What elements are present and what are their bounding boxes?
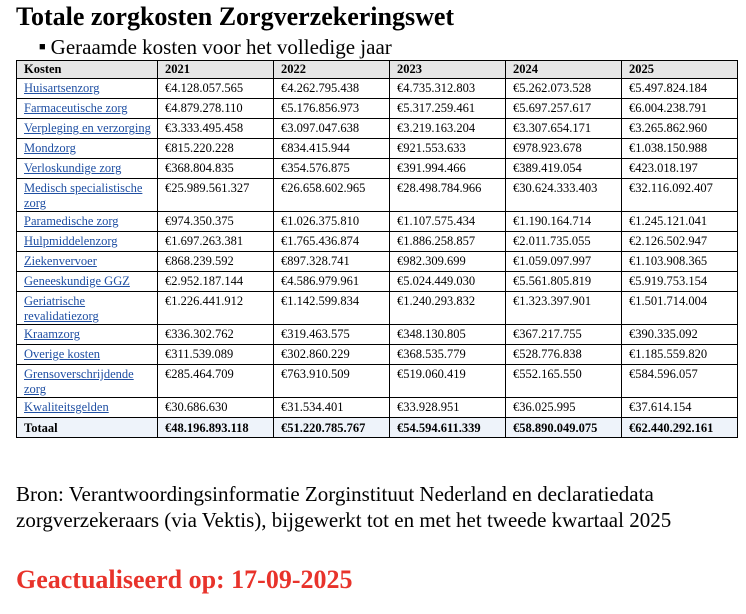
value-cell: €33.928.951: [390, 398, 506, 418]
table-row: [17, 398, 738, 418]
value-cell: €368.804.835: [158, 159, 274, 179]
value-cell: €3.307.654.171: [506, 119, 622, 139]
page-title: Totale zorgkosten Zorgverzekeringswet: [16, 2, 455, 31]
category-link[interactable]: Ziekenvervoer: [24, 254, 97, 268]
value-cell: €3.097.047.638: [274, 119, 390, 139]
category-cell: [17, 139, 158, 159]
table-row: [17, 212, 738, 232]
value-cell: €834.415.944: [274, 139, 390, 159]
column-header: 2025: [622, 61, 738, 79]
value-cell: €319.463.575: [274, 325, 390, 345]
table-row: [17, 232, 738, 252]
value-cell: €390.335.092: [622, 325, 738, 345]
value-cell: €982.309.699: [390, 252, 506, 272]
table-row: [17, 159, 738, 179]
column-header: 2024: [506, 61, 622, 79]
total-value-cell: €58.890.049.075: [506, 418, 622, 438]
value-cell: €311.539.089: [158, 345, 274, 365]
value-cell: €1.185.559.820: [622, 345, 738, 365]
updated-date: Geactualiseerd op: 17-09-2025: [16, 565, 353, 594]
table-row: [17, 292, 738, 325]
value-cell: €921.553.633: [390, 139, 506, 159]
category-cell: [17, 345, 158, 365]
category-link[interactable]: Geriatrische revalidatiezorg: [24, 294, 99, 323]
table-row: [17, 252, 738, 272]
value-cell: €36.025.995: [506, 398, 622, 418]
table-row: [17, 325, 738, 345]
category-link[interactable]: Verloskundige zorg: [24, 161, 122, 175]
value-cell: €5.697.257.617: [506, 99, 622, 119]
category-link[interactable]: Verpleging en verzorging: [24, 121, 151, 135]
category-link[interactable]: Huisartsenzorg: [24, 81, 100, 95]
value-cell: €2.126.502.947: [622, 232, 738, 252]
value-cell: €4.879.278.110: [158, 99, 274, 119]
value-cell: €1.240.293.832: [390, 292, 506, 325]
category-cell: [17, 325, 158, 345]
table-row: [17, 179, 738, 212]
value-cell: €1.226.441.912: [158, 292, 274, 325]
category-link[interactable]: Grensoverschrijdende zorg: [24, 367, 134, 396]
table-row: [17, 345, 738, 365]
value-cell: €2.952.187.144: [158, 272, 274, 292]
category-cell: [17, 159, 158, 179]
column-header: Kosten: [17, 61, 158, 79]
value-cell: €3.219.163.204: [390, 119, 506, 139]
value-cell: €1.765.436.874: [274, 232, 390, 252]
value-cell: €30.686.630: [158, 398, 274, 418]
value-cell: €1.107.575.434: [390, 212, 506, 232]
value-cell: €25.989.561.327: [158, 179, 274, 212]
category-link[interactable]: Paramedische zorg: [24, 214, 119, 228]
total-value-cell: €48.196.893.118: [158, 418, 274, 438]
value-cell: €3.265.862.960: [622, 119, 738, 139]
category-cell: [17, 292, 158, 325]
value-cell: €37.614.154: [622, 398, 738, 418]
value-cell: €1.501.714.004: [622, 292, 738, 325]
value-cell: €302.860.229: [274, 345, 390, 365]
table-row: [17, 99, 738, 119]
value-cell: €1.245.121.041: [622, 212, 738, 232]
value-cell: €1.142.599.834: [274, 292, 390, 325]
value-cell: €1.697.263.381: [158, 232, 274, 252]
total-row: [17, 418, 738, 438]
value-cell: €5.497.824.184: [622, 79, 738, 99]
value-cell: €391.994.466: [390, 159, 506, 179]
total-value-cell: €54.594.611.339: [390, 418, 506, 438]
category-cell: [17, 99, 158, 119]
table-row: [17, 272, 738, 292]
value-cell: €354.576.875: [274, 159, 390, 179]
value-cell: €763.910.509: [274, 365, 390, 398]
category-cell: [17, 272, 158, 292]
category-link[interactable]: Kwaliteitsgelden: [24, 400, 109, 414]
value-cell: €5.176.856.973: [274, 99, 390, 119]
category-link[interactable]: Farmaceutische zorg: [24, 101, 128, 115]
value-cell: €30.624.333.403: [506, 179, 622, 212]
value-cell: €423.018.197: [622, 159, 738, 179]
table-header-row: [17, 61, 738, 79]
value-cell: €815.220.228: [158, 139, 274, 159]
value-cell: €336.302.762: [158, 325, 274, 345]
value-cell: €5.262.073.528: [506, 79, 622, 99]
value-cell: €552.165.550: [506, 365, 622, 398]
category-cell: [17, 252, 158, 272]
category-cell: [17, 365, 158, 398]
value-cell: €5.024.449.030: [390, 272, 506, 292]
total-value-cell: €51.220.785.767: [274, 418, 390, 438]
category-cell: [17, 212, 158, 232]
value-cell: €519.060.419: [390, 365, 506, 398]
category-link[interactable]: Geneeskundige GGZ: [24, 274, 130, 288]
category-link[interactable]: Mondzorg: [24, 141, 76, 155]
source-note: Bron: Verantwoordingsinformatie Zorginstituut Nederland en declaratiedata zorgverzekeraars (via Vektis), bijgewerkt tot en met het tweede kwartaal 2025: [16, 482, 672, 532]
value-cell: €6.004.238.791: [622, 99, 738, 119]
value-cell: €1.103.908.365: [622, 252, 738, 272]
bullet-icon: ■: [39, 41, 46, 53]
value-cell: €974.350.375: [158, 212, 274, 232]
value-cell: €868.239.592: [158, 252, 274, 272]
category-link[interactable]: Hulpmiddelenzorg: [24, 234, 118, 248]
value-cell: €584.596.057: [622, 365, 738, 398]
value-cell: €5.561.805.819: [506, 272, 622, 292]
category-cell: [17, 79, 158, 99]
value-cell: €1.886.258.857: [390, 232, 506, 252]
value-cell: €368.535.779: [390, 345, 506, 365]
value-cell: €26.658.602.965: [274, 179, 390, 212]
value-cell: €348.130.805: [390, 325, 506, 345]
category-link[interactable]: Medisch specialistische zorg: [24, 181, 143, 210]
column-header: 2021: [158, 61, 274, 79]
value-cell: €32.116.092.407: [622, 179, 738, 212]
total-label: Totaal: [17, 418, 158, 438]
value-cell: €4.586.979.961: [274, 272, 390, 292]
category-link[interactable]: Overige kosten: [24, 347, 101, 361]
value-cell: €978.923.678: [506, 139, 622, 159]
category-cell: [17, 232, 158, 252]
value-cell: €285.464.709: [158, 365, 274, 398]
value-cell: €1.323.397.901: [506, 292, 622, 325]
value-cell: €1.059.097.997: [506, 252, 622, 272]
total-value-cell: €62.440.292.161: [622, 418, 738, 438]
value-cell: €1.026.375.810: [274, 212, 390, 232]
costs-table: [16, 60, 738, 438]
subtitle: [39, 35, 392, 60]
value-cell: €31.534.401: [274, 398, 390, 418]
value-cell: €3.333.495.458: [158, 119, 274, 139]
table-row: [17, 139, 738, 159]
value-cell: €2.011.735.055: [506, 232, 622, 252]
table-row: [17, 79, 738, 99]
value-cell: €1.038.150.988: [622, 139, 738, 159]
table-row: [17, 365, 738, 398]
value-cell: €5.919.753.154: [622, 272, 738, 292]
value-cell: €1.190.164.714: [506, 212, 622, 232]
category-cell: [17, 119, 158, 139]
category-cell: [17, 398, 158, 418]
value-cell: €4.128.057.565: [158, 79, 274, 99]
value-cell: €528.776.838: [506, 345, 622, 365]
value-cell: €5.317.259.461: [390, 99, 506, 119]
table-row: [17, 119, 738, 139]
subtitle-text: Geraamde kosten voor het volledige jaar: [50, 35, 392, 59]
category-cell: [17, 179, 158, 212]
value-cell: €4.735.312.803: [390, 79, 506, 99]
value-cell: €897.328.741: [274, 252, 390, 272]
value-cell: €28.498.784.966: [390, 179, 506, 212]
value-cell: €367.217.755: [506, 325, 622, 345]
column-header: 2022: [274, 61, 390, 79]
category-link[interactable]: Kraamzorg: [24, 327, 80, 341]
value-cell: €389.419.054: [506, 159, 622, 179]
column-header: 2023: [390, 61, 506, 79]
value-cell: €4.262.795.438: [274, 79, 390, 99]
